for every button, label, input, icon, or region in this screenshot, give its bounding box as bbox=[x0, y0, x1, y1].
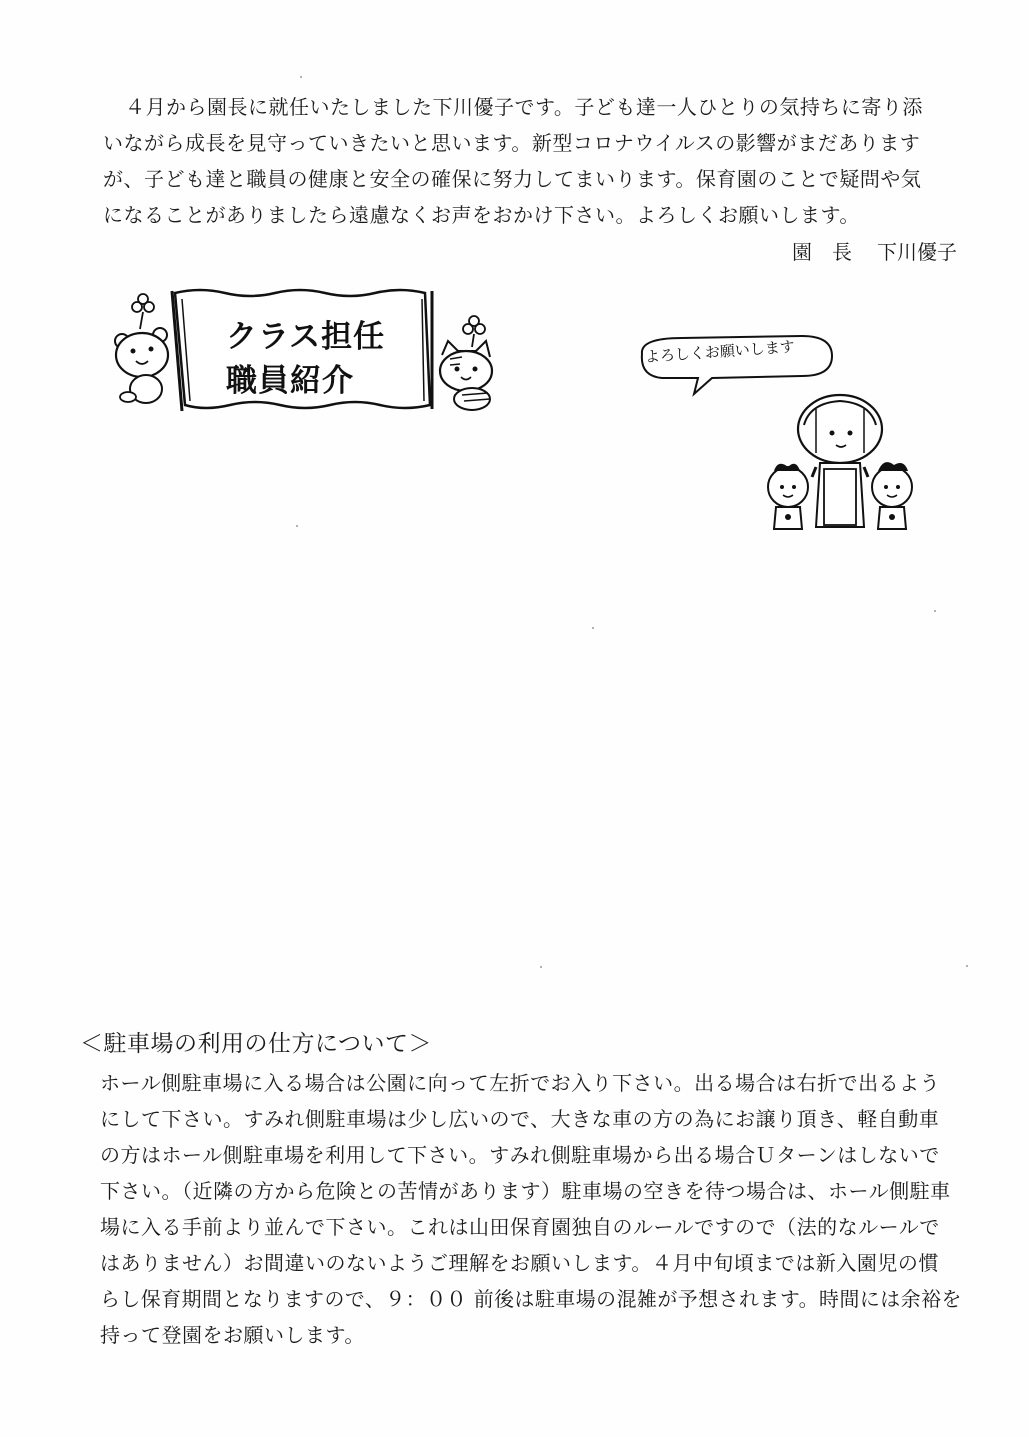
parking-line-1: ホール側駐車場に入る場合は公園に向って左折でお入り下さい。出る場合は右折で出るよう bbox=[100, 1071, 941, 1095]
teacher-and-children-drawing bbox=[760, 395, 920, 535]
greeting-line-4: になることがありましたら遠慮なくお声をおかけ下さい。よろしくお願いします。 bbox=[103, 203, 860, 227]
parking-line-4: 下さい。（近隣の方から危険との苦情があります）駐車場の空きを待つ場合は、ホール側駐車 bbox=[100, 1179, 951, 1203]
scan-speck bbox=[966, 965, 968, 967]
scan-speck bbox=[296, 525, 298, 527]
scan-speck bbox=[934, 610, 936, 612]
greeting-line-3: が、子ども達と職員の健康と安全の確保に努力してまいります。保育園のことで疑問や気 bbox=[103, 167, 922, 191]
parking-line-6: はありません）お間違いのないようご理解をお願いします。４月中旬頃までは新入園児の慣 bbox=[100, 1251, 939, 1275]
parking-heading: ＜駐車場の利用の仕方について＞ bbox=[80, 1031, 433, 1057]
parking-line-7: らし保育期間となりますので、９：００ 前後は駐車場の混雑が予想されます。時間には余裕を bbox=[100, 1287, 962, 1311]
banner-title-line-2: 職員紹介 bbox=[226, 363, 354, 399]
parking-line-5: 場に入る手前より並んで下さい。これは山田保育園独自のルールですので（法的なルールで bbox=[100, 1215, 940, 1239]
signature-name: 下川優子 bbox=[877, 240, 957, 264]
speech-bubble-text: よろしくお願いします bbox=[644, 337, 796, 366]
parking-line-3: の方はホール側駐車場を利用して下さい。すみれ側駐車場から出る場合Ｕターンはしないで bbox=[100, 1143, 940, 1167]
signature-title: 園 長 bbox=[792, 240, 852, 264]
scan-speck bbox=[592, 627, 594, 629]
scan-speck bbox=[300, 76, 302, 78]
parking-line-8: 持って登園をお願いします。 bbox=[100, 1323, 365, 1347]
greeting-line-2: いながら成長を見守っていきたいと思います。新型コロナウイルスの影響がまだあります bbox=[103, 131, 921, 155]
greeting-line-1: ４月から園長に就任いたしました下川優子です。子ども達一人ひとりの気持ちに寄り添 bbox=[125, 95, 923, 119]
banner-title-line-1: クラス担任 bbox=[226, 319, 386, 355]
scan-speck bbox=[540, 966, 542, 968]
parking-line-2: にして下さい。すみれ側駐車場は少し広いので、大きな車の方の為にお譲り頂き、軽自動車 bbox=[100, 1107, 940, 1131]
